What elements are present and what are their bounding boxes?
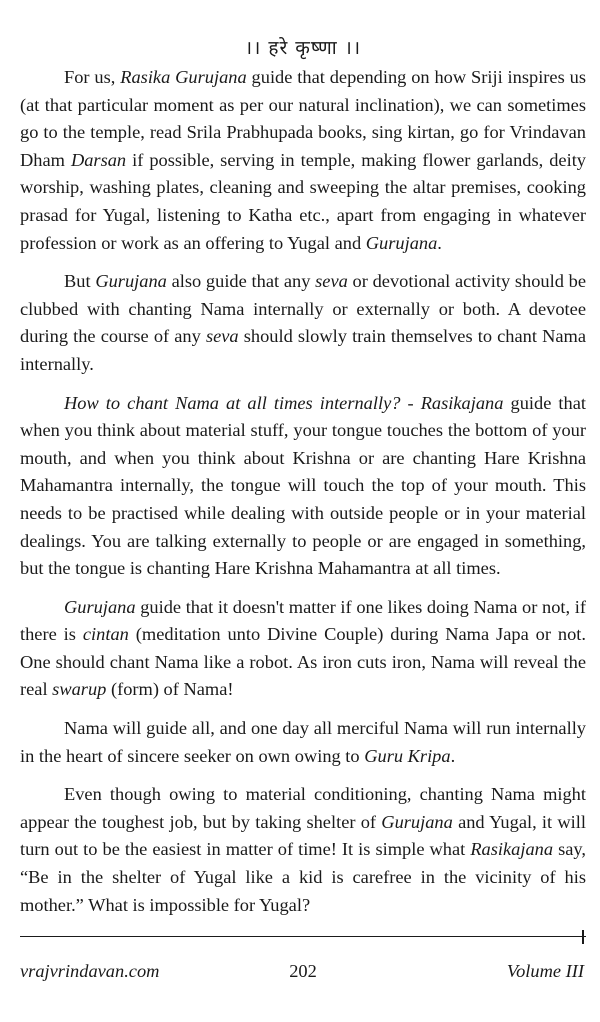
- footer-rule-end: [582, 930, 584, 944]
- page-header: ।। हरे कृष्णा ।।: [244, 37, 362, 59]
- italic-text: Darsan: [70, 149, 127, 170]
- text-run: Even though owing to material conditioning, chanting Nama might appear the toughest job, but by taking shelter of: [20, 784, 586, 832]
- text-run: (meditation unto Divine Couple) during Nama Japa or not. One should chant Nama like a robot. As iron cuts iron, Nama will reveal the real: [20, 624, 587, 700]
- footer-rule: [20, 936, 586, 937]
- book-page: [20, 0, 586, 1022]
- text-run: guide that it doesn't matter if one likes doing Nama or not, if there is: [20, 596, 586, 645]
- text-run: .: [437, 232, 442, 253]
- paragraph: [20, 390, 586, 583]
- italic-text: Gurujana: [365, 232, 438, 253]
- italic-text: cintan: [82, 624, 129, 645]
- paragraph: [20, 781, 586, 919]
- text-run: and Yugal, it will turn out to be the easiest in matter of time! It is simple what: [20, 811, 587, 860]
- italic-text: Gurujana: [64, 596, 136, 617]
- text-run: Nama will guide all, and one day all merciful Nama will run internally in the heart of sincere seeker on own owing to: [20, 718, 586, 766]
- text-run: guide that when you think about material stuff, your tongue touches the bottom of your mouth, and when you think about Krishna or are chanting Hare Krishna Mahamantra internally, the tongue will touch the top of your mouth. This needs to be practised while dealing with outside people or in your material dealings. You are talking externally to people or are engaged in something, but the tongue is chanting Hare Krishna Mahamantra at all times.: [20, 392, 586, 579]
- italic-text: Gurujana: [381, 811, 453, 832]
- text-run: But: [64, 271, 96, 292]
- italic-text: Rasika Gurujana: [120, 67, 247, 87]
- paragraph: [20, 594, 586, 704]
- text-run: .: [450, 745, 456, 766]
- body-text: [20, 64, 586, 930]
- text-run: say, “Be in the shelter of Yugal like a kid is carefree in the vicinity of his mother.” What is impossible for Yugal?: [20, 839, 587, 915]
- italic-text: Gurujana: [95, 271, 167, 292]
- italic-text: Guru Kripa: [364, 745, 451, 766]
- text-run: also guide that any: [166, 271, 316, 292]
- italic-text: seva: [315, 271, 348, 292]
- footer-volume: Volume III: [506, 961, 584, 981]
- italic-text: Rasikajana: [470, 839, 554, 860]
- italic-text: swarup: [52, 679, 107, 700]
- text-run: guide that depending on how Sriji inspires us (at that particular moment as per our natural inclination), we can sometimes go to the temple, read Srila Prabhupada books, sing kirtan, go for Vrindavan Dham: [20, 67, 586, 170]
- paragraph: [20, 268, 586, 378]
- footer-website: vrajvrindavan.com: [20, 961, 160, 981]
- text-run: (form) of Nama!: [106, 679, 234, 700]
- paragraph: [20, 715, 586, 770]
- italic-text: seva: [205, 326, 239, 347]
- italic-text: How to chant Nama at all times internally? - Rasikajana: [64, 392, 504, 413]
- text-run: should slowly train themselves to chant Nama internally.: [20, 326, 586, 374]
- text-run: if possible, serving in temple, making flower garlands, deity worship, washing plates, cleaning and sweeping the altar premises, cooking prasad for Yugal, listening to Katha etc., apart from engaging in whatever profession or work as an offering to Yugal and: [20, 149, 586, 253]
- text-run: For us,: [64, 67, 121, 87]
- paragraph: [20, 64, 586, 257]
- page-number: 202: [289, 961, 317, 981]
- text-run: or devotional activity should be clubbed with chanting Nama internally or externally or both. A devotee during the course of any: [20, 271, 587, 347]
